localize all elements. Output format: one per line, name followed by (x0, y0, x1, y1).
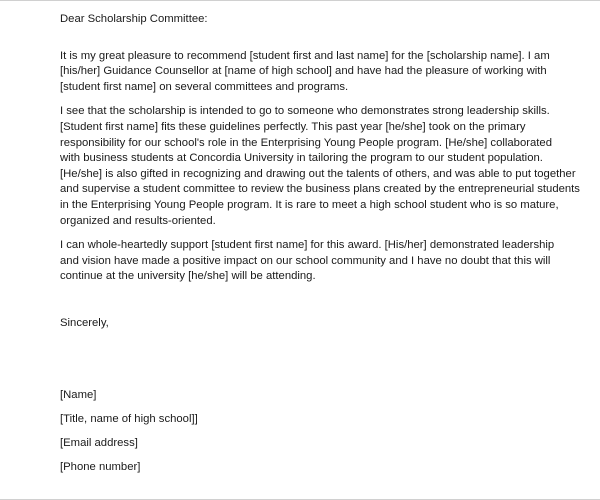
signature-title: [Title, name of high school]] (60, 413, 198, 425)
paragraph-line: organized and results-oriented. (60, 214, 216, 227)
paragraph-line: [student first name] on several committees and programs. (60, 80, 349, 93)
paragraph-recommendation (60, 49, 560, 96)
closing: Sincerely, (60, 317, 109, 329)
paragraph-line: in the Enterprising Young People program. It is rare to meet a high school student who is so mature, (60, 198, 559, 211)
signature-phone: [Phone number] (60, 461, 141, 473)
paragraph-line: [Student first name] fits these guidelines perfectly. This past year [he/she] took on the primary (60, 120, 526, 133)
paragraph-line: I see that the scholarship is intended to go to someone who demonstrates strong leadership skills. (60, 105, 550, 118)
paragraph-line: and supervise a student committee to review the business plans created by the entrepreneurial students (60, 183, 580, 196)
paragraph-support (60, 238, 560, 285)
paragraph-line: It is my great pleasure to recommend [student first and last name] for the [scholarship name]. I am (60, 49, 550, 62)
paragraph-line: and vision have made a positive impact on our school community and I have no doubt that this will (60, 254, 551, 267)
signature-name: [Name] (60, 389, 97, 401)
paragraph-line: responsibility for our school's role in the Enterprising Young People program. [He/she] collaborated (60, 136, 552, 149)
paragraph-line: with business students at Concordia University in tailoring the program to our student population. (60, 152, 543, 165)
signature-email: [Email address] (60, 437, 138, 449)
paragraph-leadership (60, 104, 580, 229)
paragraph-line: I can whole-heartedly support [student first name] for this award. [His/her] demonstrated leadership (60, 239, 555, 252)
paragraph-line: [his/her] Guidance Counsellor at [name of high school] and have had the pleasure of working with (60, 65, 547, 78)
letter-body (60, 12, 580, 294)
paragraph-line: [He/she] is also gifted in recognizing and drawing out the talents of others, and was able to put together (60, 167, 576, 180)
salutation: Dear Scholarship Committee: (60, 13, 208, 25)
paragraph-line: continue at the university [he/she] will be attending. (60, 270, 316, 283)
